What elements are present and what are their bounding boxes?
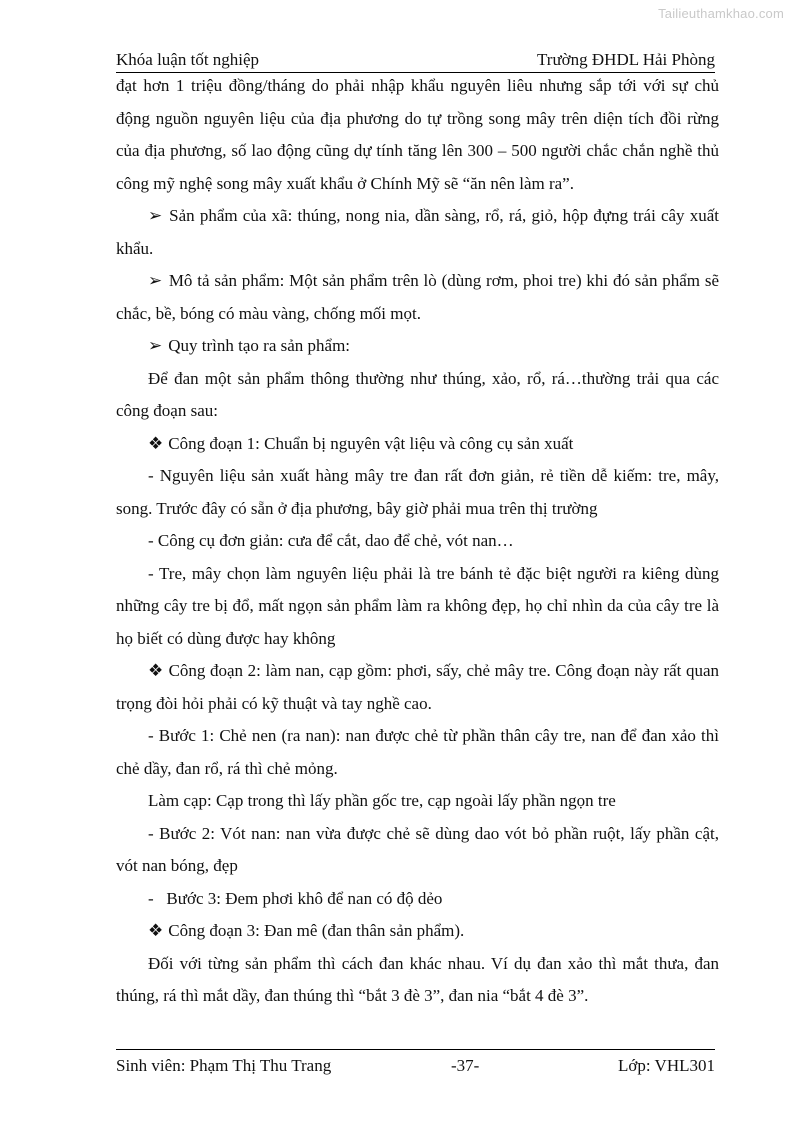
header-thesis-title: Khóa luận tốt nghiệp bbox=[116, 50, 260, 69]
bullet-paragraph bbox=[116, 428, 719, 461]
page-number: -37- bbox=[451, 1056, 480, 1075]
header-university: Trường ĐHDL Hải Phòng bbox=[537, 50, 715, 69]
paragraph: - Công cụ đơn giản: cưa để cắt, dao để chẻ, vót nan… bbox=[148, 531, 514, 550]
paragraph: Để đan một sản phẩm thông thường như thúng, xảo, rổ, rá…thường trải qua các công đoạn sau: bbox=[116, 368, 719, 420]
arrow-bullet-icon: ➢ bbox=[148, 271, 163, 290]
arrow-bullet-icon: ➢ bbox=[148, 336, 163, 355]
paragraph: đạt hơn 1 triệu đồng/tháng do phải nhập khẩu nguyên liêu nhưng sắp tới với sự chủ động nguồn nguyên liệu của địa phương do tự trồng song mây trên diện tích đồi rừng của địa phương, số lao động cũng dự tính tăng lên 300 – 500 người chắc chắn nghề thủ công mỹ nghệ song mây xuất khẩu ở Chính Mỹ sẽ “ăn nên làm ra”. bbox=[116, 76, 719, 193]
paragraph: - Bước 1: Chẻ nen (ra nan): nan được chẻ từ phần thân cây tre, nan để đan xảo thì chẻ dầy, đan rổ, rá thì chẻ mỏng. bbox=[116, 726, 719, 778]
paragraph: - Nguyên liệu sản xuất hàng mây tre đan rất đơn giản, rẻ tiền dễ kiếm: tre, mây, song. Trước đây có sẵn ở địa phương, bây giờ phải mua trên thị trường bbox=[116, 466, 719, 518]
paragraph: Làm cạp: Cạp trong thì lấy phần gốc tre, cạp ngoài lấy phần ngọn tre bbox=[148, 791, 616, 810]
paragraph: - Tre, mây chọn làm nguyên liệu phải là tre bánh tẻ đặc biệt người ra kiêng dùng những cây tre bị đổ, mất ngọn sản phẩm làm ra không đẹp, họ chỉ nhìn da của cây tre là họ biết có dùng được hay không bbox=[116, 563, 719, 648]
bullet-paragraph bbox=[116, 330, 719, 363]
document-body bbox=[116, 70, 719, 1013]
bullet-paragraph bbox=[116, 915, 719, 948]
watermark: Tailieuthamkhao.com bbox=[658, 6, 784, 21]
footer-student-name: Sinh viên: Phạm Thị Thu Trang bbox=[116, 1056, 332, 1075]
paragraph-text: Mô tả sản phẩm: Một sản phẩm trên lò (dùng rơm, phoi tre) khi đó sản phẩm sẽ chắc, bề, bóng có màu vàng, chống mối mọt. bbox=[116, 271, 719, 323]
diamond-bullet-icon: ❖ bbox=[148, 921, 164, 940]
paragraph: Đối với từng sản phẩm thì cách đan khác nhau. Ví dụ đan xảo thì mắt thưa, đan thúng, rá thì mắt dầy, đan thúng thì “bắt 3 đè 3”, đan nia “bắt 4 đè 3”. bbox=[116, 953, 719, 1005]
bullet-paragraph bbox=[116, 655, 719, 720]
paragraph-text: Công đoạn 2: làm nan, cạp gồm: phơi, sấy, chẻ mây tre. Công đoạn này rất quan trọng đòi hỏi phải có kỹ thuật và tay nghề cao. bbox=[116, 661, 720, 713]
diamond-bullet-icon: ❖ bbox=[148, 661, 164, 680]
footer-class: Lớp: VHL301 bbox=[618, 1056, 715, 1075]
arrow-bullet-icon: ➢ bbox=[148, 206, 163, 225]
bullet-paragraph bbox=[116, 200, 719, 265]
page-footer bbox=[116, 1049, 715, 1076]
dash-paragraph bbox=[116, 883, 719, 916]
paragraph: - Bước 2: Vót nan: nan vừa được chẻ sẽ dùng dao vót bỏ phần ruột, lấy phần cật, vót nan bóng, đẹp bbox=[116, 823, 719, 875]
dash-bullet: - bbox=[148, 888, 154, 908]
paragraph-text: Công đoạn 1: Chuẩn bị nguyên vật liệu và công cụ sản xuất bbox=[168, 433, 574, 453]
bullet-paragraph bbox=[116, 265, 719, 330]
paragraph-text: Sản phẩm của xã: thúng, nong nia, dần sàng, rổ, rá, giỏ, hộp đựng trái cây xuất khẩu. bbox=[116, 206, 719, 258]
diamond-bullet-icon: ❖ bbox=[148, 433, 164, 453]
paragraph-text: Bước 3: Đem phơi khô để nan có độ dẻo bbox=[166, 888, 443, 908]
paragraph-text: Công đoạn 3: Đan mê (đan thân sản phẩm). bbox=[168, 921, 465, 940]
paragraph-text: Quy trình tạo ra sản phẩm: bbox=[168, 336, 351, 355]
